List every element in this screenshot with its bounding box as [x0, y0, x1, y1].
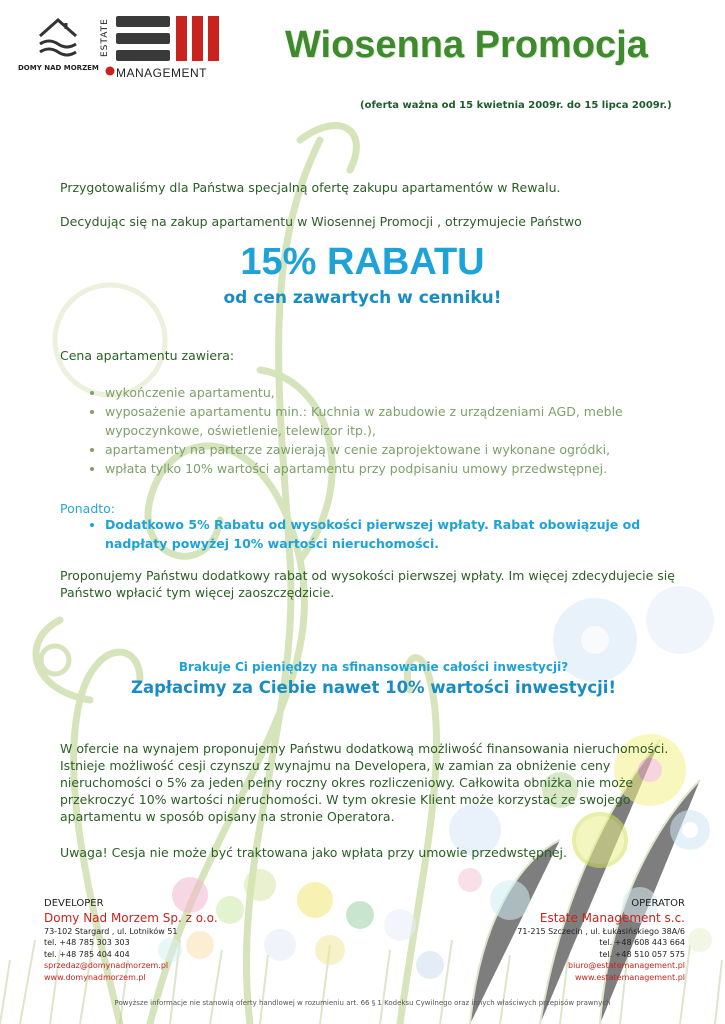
intro-text-1: Przygotowaliśmy dla Państwa specjalną ofertę zakupu apartamentów w Rewalu. [60, 180, 561, 195]
includes-heading: Cena apartamentu zawiera: [60, 348, 235, 363]
offer-validity: (oferta ważna od 15 kwietnia 2009r. do 15 lipca 2009r.) [360, 100, 672, 111]
operator-address: 71-215 Szczecin , ul. Łukasińskiego 38A/6 [517, 926, 685, 936]
financing-question: Brakuje Ci pieniędzy na sfinansowanie całości inwestycji? [178, 660, 569, 674]
operator-email-link[interactable]: biuro@estatemanagement.pl [568, 961, 685, 970]
logo-management-text: MANAGEMENT [116, 66, 208, 80]
em-bars-icon [116, 14, 224, 66]
rental-offer-text: W ofercie na wynajem proponujemy Państwu dodatkową możliwość finansowania nieruchomości. Istnieje możliwość cesji czynszu z wynajmu na Developera, w zamian za obniżenie ceny nieruchomości o 5% za jeden pełny roczny okres rozliczeniowy. Całkowita obniżka nie może przekroczyć 10% wartości nieruchomości. W tym okresie Klient może korzystać ze swojego apartamentu w sposób opisany na stronie Operatora. [60, 741, 669, 824]
extra-offer-text: Proponujemy Państwu dodatkowy rabat od wysokości pierwszej wpłaty. Im więcej zdecydujecie się Państwo wpłacić tym więcej zaoszczędzicie. [60, 568, 675, 600]
ponadto-list [88, 515, 705, 553]
developer-email-link[interactable]: sprzedaz@domynadmorzem.pl [44, 961, 169, 970]
logo-estate-text: ESTATE [100, 18, 110, 58]
operator-phone-1: tel. +48 608 443 664 [599, 938, 685, 947]
list-item: • Dodatkowo 5% Rabatu od wysokości pierwszej wpłaty. Rabat obowiązuje od nadpłaty powyżej 10% wartości nieruchomości. [105, 515, 705, 553]
developer-website-link[interactable]: www.domynadmorzem.pl [44, 972, 146, 982]
operator-label: OPERATOR [631, 898, 685, 909]
ponadto-label: Ponadto: [60, 501, 116, 516]
operator-phone-2: tel. +48 510 057 575 [599, 949, 685, 959]
developer-address: 73-102 Stargard , ul. Lotników 51 [44, 926, 178, 936]
house-waves-icon [36, 14, 80, 60]
developer-phone-2: tel. +48 785 404 404 [44, 949, 130, 959]
intro-text-2: Decydując się na zakup apartamentu w Wiosennej Promocji , otrzymujecie Państwo [60, 214, 582, 229]
domy-nad-morzem-logo [18, 14, 98, 72]
list-item: • apartamenty na parterze zawierają w cenie zaprojektowane i wykonane ogródki, [105, 440, 625, 459]
developer-label: DEVELOPER [44, 898, 104, 909]
developer-company: Domy Nad Morzem Sp. z o.o. [44, 910, 218, 925]
list-item: • wykończenie apartamentu, [105, 383, 625, 402]
operator-company: Estate Management s.c. [539, 910, 685, 925]
list-item: • wpłata tylko 10% wartości apartamentu przy podpisaniu umowy przedwstępnej. [105, 459, 625, 478]
operator-website-link[interactable]: www.estatemanagement.pl [574, 972, 685, 982]
includes-list [88, 383, 625, 478]
page-title: Wiosenna Promocja [285, 24, 648, 66]
estate-management-logo [100, 14, 230, 84]
legal-disclaimer: Powyższe informacje nie stanowią oferty handlowej w rozumieniu art. 66 § 1 Kodeksu Cywilnego oraz innych właściwych przepisów prawnych [114, 999, 611, 1007]
developer-phone-1: tel. +48 785 303 303 [44, 938, 130, 947]
discount-headline: 15% RABATU [240, 241, 485, 283]
financing-answer: Zapłacimy za Ciebie nawet 10% wartości inwestycji! [131, 678, 616, 697]
red-dot-icon [105, 66, 115, 76]
discount-subheadline: od cen zawartych w cenniku! [223, 288, 502, 308]
list-item: • wyposażenie apartamentu min.: Kuchnia w zabudowie z urządzeniami AGD, meble wypoczynkowe, oświetlenie, telewizor itp.), [105, 402, 625, 440]
logo-text: DOMY NAD MORZEM [18, 64, 99, 72]
operator-contact [517, 898, 685, 983]
developer-contact [44, 898, 218, 983]
warning-text: Uwaga! Cesja nie może być traktowana jako wpłata przy umowie przedwstępnej. [60, 845, 568, 860]
